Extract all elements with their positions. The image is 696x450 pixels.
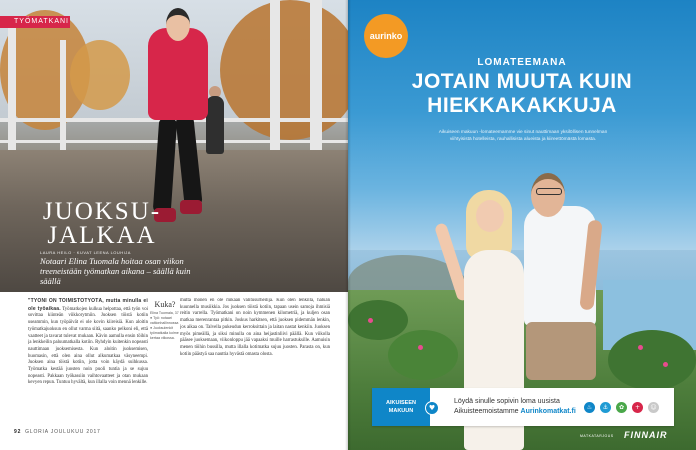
couple-icon: ♥ <box>425 401 439 415</box>
flower <box>418 345 423 350</box>
bridge-post <box>270 0 280 160</box>
page-folio <box>14 429 101 435</box>
headline-line: JALKAA <box>47 222 157 249</box>
right-page-ad <box>348 0 696 450</box>
body-text: Työmatkojen kulkua helpottaa, että työn voi sovittaa kiinteän viikkorytmiin. Juoksen töistä kotiin useammin, kun työpäivät ei ole kovin kiireisiä. Kun aloitin työmatkajuoksun en ollut varma siitä, saanko pelkoni eli, että vaatteet ja tavarat tulevat mukaan. Kävin aamulla ensin töihin ja lenkkeilin paluumatkalla kotiin. Ryhdyin kuitenkin nopeasti nauttimaan juoksemisesta. Kun aloitin juoksemisen, huomasin, että olen aina ollut alkumatkaa väsyneempi. Juoksen aina töistä kotiin, jotta voin käydä suihkussa. Työmatka kestää juosten noin puoli tuntia ja se sujuu nopeasti. Pakkaan työkassiin vaihtovaatteet ja otan mukaan kevyen repun. Tuntuu hyvältä, kun illalla voin mennä lenkille. <box>28 306 148 386</box>
runner-jacket <box>148 28 208 120</box>
cta-bar[interactable] <box>372 388 674 426</box>
aurinko-logo-text: aurinko <box>369 31 403 41</box>
fact-box-text: Elina Tuomala, 37 ● Työ: notaari valtionhallinnossa ● Juoksulenkit työmatkalla kolme kertaa viikossa. <box>150 311 179 340</box>
section-label: TYÖMATKANI <box>14 18 69 25</box>
ad-headline <box>348 70 696 118</box>
smile-icon: ☺ <box>648 402 659 413</box>
cta-badge[interactable] <box>372 388 430 426</box>
plus-icon: + <box>632 402 643 413</box>
page-gutter <box>345 0 351 450</box>
shrub <box>348 300 408 340</box>
cta-text: Löydä sinulle sopivin loma uusista <box>454 398 560 405</box>
ad-headline-line: JOTAIN MUUTA KUIN <box>411 70 633 93</box>
spa-icon: ♨ <box>584 402 595 413</box>
shrub <box>608 330 696 390</box>
page-number: 92 <box>14 429 22 435</box>
flower <box>638 345 643 350</box>
man-shorts <box>526 322 596 380</box>
article-headline <box>40 200 164 248</box>
ad-footer-note: MATKATARJOUS <box>580 434 614 438</box>
autumn-tree <box>70 40 130 110</box>
beach-icon: ⚓ <box>600 402 611 413</box>
flower <box>663 362 668 367</box>
shrub <box>388 330 458 380</box>
bridge-post <box>310 0 322 170</box>
byline: LAURA HEILO · KUVAT LEENA LOUHIJA <box>40 250 131 255</box>
ad-kicker: LOMATEEMANA <box>477 57 567 68</box>
finnair-logo: FINNAIR <box>624 430 668 440</box>
nature-icon: ✿ <box>616 402 627 413</box>
pedestrian <box>206 96 224 154</box>
ad-intro: Aikuiseen makuun -lomateemamme vie sinut nauttimaan yksilöllisen tunnelman viihtyisistä hotelleista, rauhallisista alueista ja kiireettömästä lomasta. <box>438 130 608 142</box>
article-deck: Notaari Elina Tuomala hoitaa osan viikon treeneistään työmatkan aikana – säällä kuin säällä <box>40 256 191 286</box>
woman-face <box>476 200 504 232</box>
publication-name: GLORIA JOULUKUU 2017 <box>25 429 101 435</box>
cta-badge-line: MAKUUN <box>388 408 414 414</box>
fact-box-title: Kuka? <box>154 300 176 309</box>
ad-headline-line: HIEKKAKAKKUJA <box>427 94 617 117</box>
cta-badge-line: AIKUISEEN <box>386 400 416 406</box>
body-column-2: mutta monen en ole mikään valitusurheilija. Kun olen lenkillä, haluan kuunnella musiikkia. Jos juoksen töistä kotiin, tapaan usein samoja ihmisiä reitin varrella. Työmatkani on noin kymmenen kilometriä, ja kuljen osan matkaa merenrantaa pitkin. Joskus harkitsen, että juoksen pidemmän lenkin, jos aikaa on. Talvella pukeudun kerroksittain ja laitan nastat kenkiin. Juoksen myös pimeällä, ja siksi minulla on aina heijastinliivi päällä. Kun viikolla pääsee juoksemaan, viikonloppu jää vapaaksi muille harrastuksille. Aamuisin menen töihin bussilla, mutta illalla kotimatka sujuu juosten. Parasta on, kun kotiin päästyä saa nauttia hyvästä omasta olosta. <box>180 298 330 357</box>
runner-shoe <box>180 200 202 214</box>
runner-head <box>166 8 190 41</box>
body-lead: "TYÖNI ON TOIMISTOTYÖTÄ, mutta minulla ei ole työaikaa. <box>28 298 148 312</box>
man-head <box>531 173 565 217</box>
cta-text-prefix: Aikuisteemoistamme <box>454 408 521 415</box>
flower <box>368 318 373 323</box>
cta-text <box>454 408 576 415</box>
bridge-post <box>8 20 16 170</box>
headline-line: JUOKSU- <box>42 198 162 225</box>
fact-box <box>150 300 180 341</box>
body-column-1 <box>28 298 148 418</box>
glasses-icon <box>536 188 562 195</box>
cta-link[interactable]: Aurinkomatkat.fi <box>520 408 576 415</box>
